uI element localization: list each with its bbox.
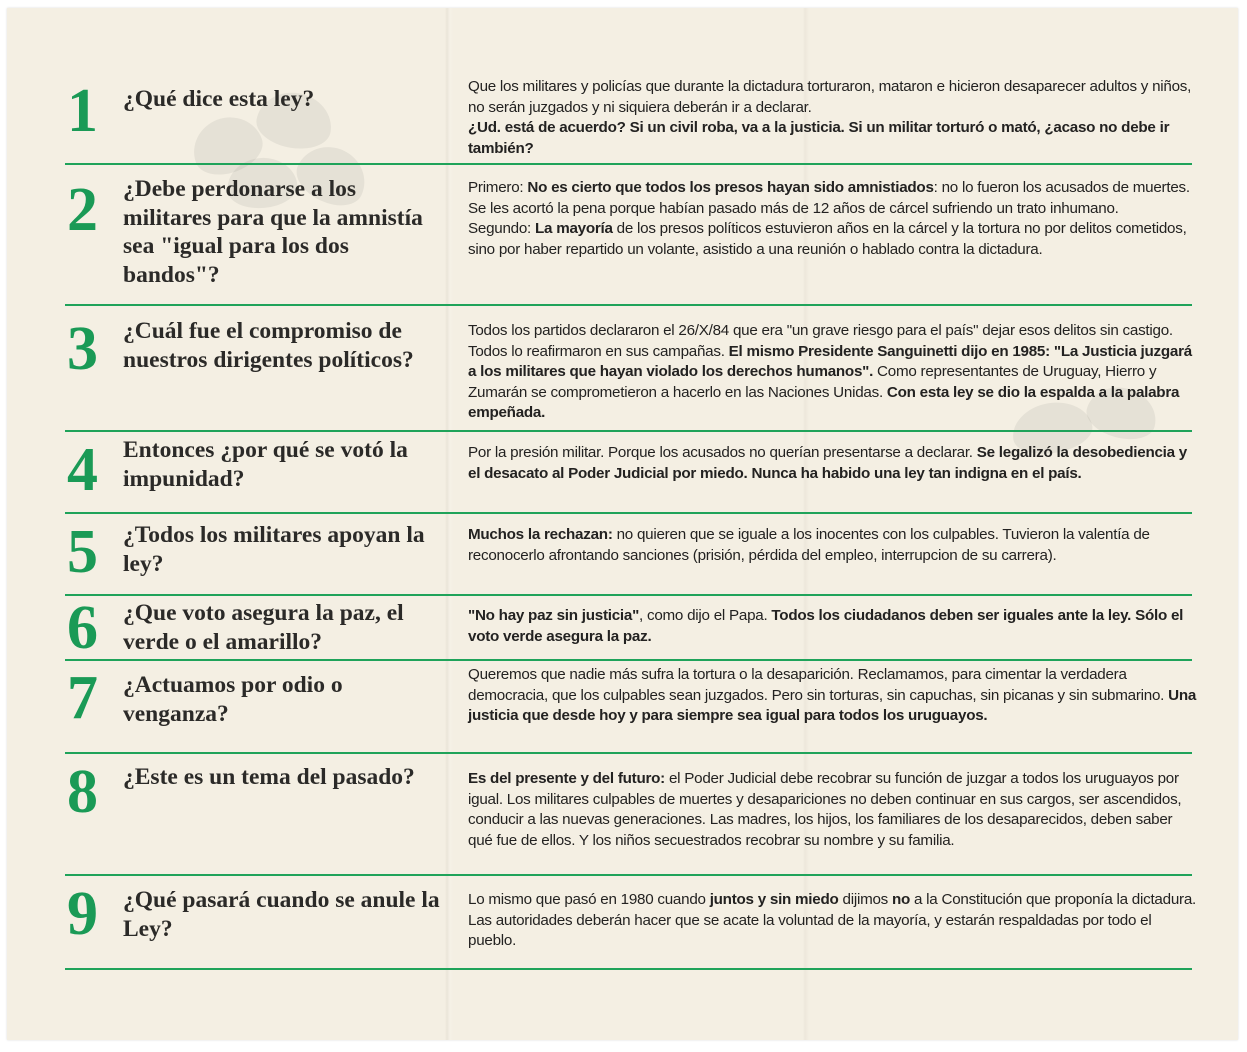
answer-text: : no lo fueron los acusados de muertes. Se les acortó la pena porque habían pasado más de 12 años de cárcel sufriendo un trato inhumano. [468, 179, 1190, 217]
faq-item-6 [65, 596, 1192, 661]
faq-item-9 [65, 876, 1196, 970]
answer-text: Segundo: [468, 220, 535, 238]
item-number: 4 [67, 436, 98, 504]
answer-text: Queremos que nadie más sufra la tortura o la desaparición. Reclamamos, para cimentar la verdadera democracia, que los culpables sean juzgados. Pero sin torturas, sin capuchas, sin picanas y sin submarino. [468, 666, 1169, 704]
answer-emphasis: Muchos la rechazan: [468, 526, 613, 543]
answer-text: Por la presión militar. Porque los acusados no querían presentarse a declarar. [468, 444, 977, 461]
item-answer [468, 178, 1198, 260]
answer-emphasis: El mismo Presidente Sanguinetti dijo en 1985: "La Justicia juzgará a los militares que hayan violado los derechos humanos". [468, 342, 1192, 381]
answer-emphasis: Es del presente y del futuro: [468, 770, 665, 787]
answer-text: , como dijo el Papa. [639, 607, 772, 624]
answer-emphasis: No es cierto que todos los presos hayan sido amnistiados [527, 179, 934, 196]
faq-item-8 [65, 754, 1192, 876]
answer-emphasis: no [891, 891, 911, 908]
item-number: 5 [67, 518, 98, 586]
item-number: 2 [67, 176, 98, 244]
item-question: ¿Que voto asegura la paz, el verde o el amarillo? [123, 600, 404, 655]
answer-emphasis: "No hay paz sin justicia" [468, 607, 640, 624]
faq-item-3 [65, 306, 1192, 432]
item-number: 1 [67, 77, 98, 145]
item-number: 6 [67, 594, 98, 662]
answer-emphasis: Con esta ley se dio la espalda a la palabra empeñada. [468, 383, 1180, 422]
item-question: ¿Qué pasará cuando se anule la Ley? [123, 887, 440, 942]
item-question: ¿Cuál fue el compromiso de nuestros dirigentes políticos? [123, 318, 414, 373]
faq-item-5 [65, 514, 1192, 596]
item-question: Entonces ¿por qué se votó la impunidad? [123, 437, 408, 492]
answer-text: Que los militares y policías que durante la dictadura torturaron, mataron e hicieron desaparecer adultos y niños, no serán juzgados y ni siquiera deberán ir a declarar. [468, 78, 1192, 116]
item-number: 9 [67, 880, 98, 948]
answer-text: Lo mismo que pasó en 1980 cuando [468, 891, 710, 908]
answer-text: a la Constitución que proponía la dictadura. Las autoridades deberán hacer que se acate la voluntad de la mayoría, y estarán respaldadas por todo el pueblo. [468, 891, 1196, 950]
answer-emphasis: La mayoría [535, 220, 613, 238]
answer-emphasis: Todos los ciudadanos deben ser iguales ante la ley. Sólo el voto verde asegura la paz. [468, 607, 1184, 645]
item-answer [468, 890, 1198, 952]
faq-item-1 [65, 74, 1192, 165]
item-answer [468, 606, 1198, 647]
answer-text: el Poder Judicial debe recobrar su función de juzgar a todos los uruguayos por igual. Los militares culpables de muertes y desapariciones no deben continuar en sus cargos, ser ascendidos, conducir a las nuevas generaciones. Las madres, los hijos, los familiares de los desaparecidos, deben saber qué fue de ellos. Y los niños secuestrados recobrar su nombre y su familia. [468, 770, 1182, 849]
faq-item-4 [65, 432, 1192, 514]
item-answer [468, 525, 1198, 566]
answer-text: dijimos [838, 891, 892, 908]
item-question: ¿Debe perdonarse a los militares para que la amnistía sea "igual para los dos bandos"? [123, 176, 423, 288]
item-number: 7 [67, 664, 98, 732]
answer-text: Todos los partidos declararon el 26/X/84 que era "un grave riesgo para el país" dejar esos delitos sin castigo. Todos lo reafirmaron en sus campañas. [468, 322, 1173, 360]
answer-emphasis: ¿Ud. está de acuerdo? Si un civil roba, va a la justicia. Si un militar torturó o mató, ¿acaso no debe ir también? [468, 119, 1170, 157]
faq-item-7 [65, 661, 1197, 754]
answer-text: de los presos políticos estuvieron años en la cárcel y la tortura no por delitos cometidos, sino por haber repartido un volante, asistido a una reunión o hablado contra la dictadura. [468, 220, 1187, 258]
answer-emphasis: Una justicia que desde hoy y para siempre sea igual para todos los uruguayos. [468, 686, 1197, 725]
answer-emphasis: Se legalizó la desobediencia y el desacato al Poder Judicial por miedo. Nunca ha habido una ley tan indigna en el país. [468, 444, 1188, 482]
item-answer [468, 321, 1198, 424]
item-number: 3 [67, 315, 98, 383]
item-question: ¿Actuamos por odio o venganza? [123, 672, 343, 727]
answer-text: Como representantes de Uruguay, Hierro y Zumarán se comprometieron a hacerlo en las Naciones Unidas. [468, 363, 1157, 401]
item-answer [468, 665, 1198, 727]
item-question: ¿Qué dice esta ley? [123, 86, 315, 112]
item-answer [468, 769, 1198, 851]
answer-text: no quieren que se iguale a los inocentes con los culpables. Tuvieron la valentía de reconocerlo afrontando sanciones (prisión, pérdida del empleo, interrupcion de su carrera). [468, 526, 1150, 564]
item-number: 8 [67, 758, 98, 826]
answer-emphasis: juntos y sin miedo [709, 891, 839, 908]
item-question: ¿Este es un tema del pasado? [123, 764, 415, 790]
item-answer [468, 77, 1198, 159]
faq-item-2 [65, 165, 1192, 306]
answer-text: Primero: [468, 179, 528, 196]
item-question: ¿Todos los militares apoyan la ley? [123, 522, 425, 577]
item-answer [468, 443, 1198, 484]
